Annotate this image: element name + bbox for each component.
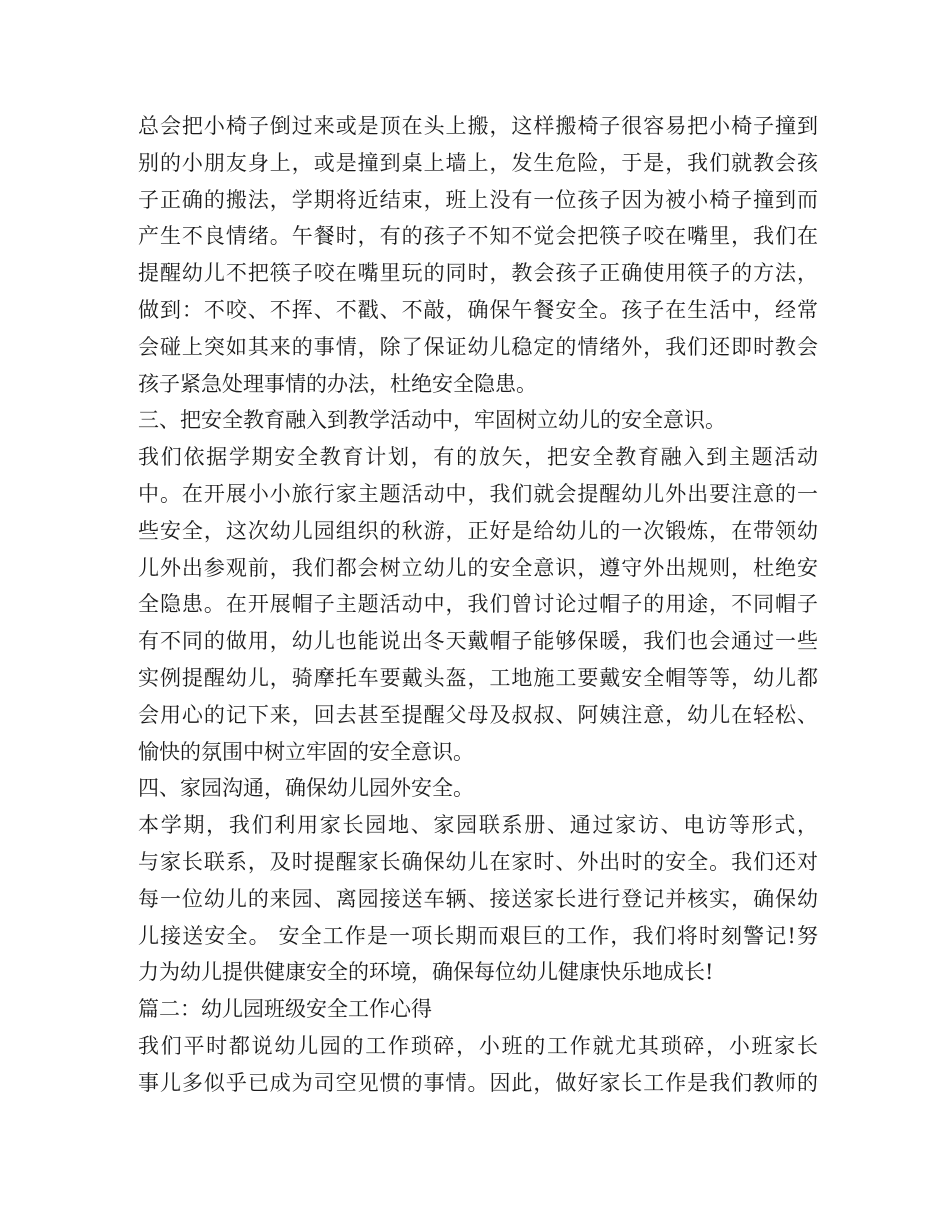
text-line: 孩子紧急处理事情的办法，杜绝安全隐患。 [138,371,537,396]
document-body [138,108,818,1102]
text-line: 中。在开展小小旅行家主题活动中，我们就会提醒幼儿外出要注意的一 [138,481,818,506]
text-line: 与家长联系，及时提醒家长确保幼儿在家时、外出时的安全。我们还对 [138,849,818,874]
text-line: 儿外出参观前，我们都会树立幼儿的安全意识，遵守外出规则，杜绝安 [138,555,818,580]
text-line: 会用心的记下来，回去甚至提醒父母及叔叔、阿姨注意，幼儿在轻松、 [138,702,818,727]
text-line: 有不同的做用，幼儿也能说出冬天戴帽子能够保暖，我们也会通过一些 [138,629,818,654]
text-line: 三、把安全教育融入到教学活动中，牢固树立幼儿的安全意识。 [138,408,726,433]
text-line: 会碰上突如其来的事情，除了保证幼儿稳定的情绪外，我们还即时教会 [138,334,818,359]
text-line: 力为幼儿提供健康安全的环境，确保每位幼儿健康快乐地成长! [138,960,714,985]
text-line: 子正确的搬法，学期将近结束，班上没有一位孩子因为被小椅子撞到而 [138,187,818,212]
text-line: 做到：不咬、不挥、不戳、不敲，确保午餐安全。孩子在生活中，经常 [138,297,818,322]
text-line: 篇二：幼儿园班级安全工作心得 [138,997,432,1022]
text-line: 事儿多似乎已成为司空见惯的事情。因此，做好家长工作是我们教师的 [138,1070,818,1095]
text-line: 实例提醒幼儿，骑摩托车要戴头盔，工地施工要戴安全帽等等，幼儿都 [138,665,818,690]
text-line: 我们平时都说幼儿园的工作琐碎，小班的工作就尤其琐碎，小班家长 [138,1033,818,1058]
text-line: 别的小朋友身上，或是撞到桌上墙上，发生危险，于是，我们就教会孩 [138,150,818,175]
text-line: 愉快的氛围中树立牢固的安全意识。 [138,739,474,764]
text-line: 我们依据学期安全教育计划，有的放矢，把安全教育融入到主题活动 [138,445,818,470]
text-line: 儿接送安全。 安全工作是一项长期而艰巨的工作，我们将时刻警记!努 [138,923,818,948]
text-line: 总会把小椅子倒过来或是顶在头上搬，这样搬椅子很容易把小椅子撞到 [138,114,818,138]
text-line: 每一位幼儿的来园、离园接送车辆、接送家长进行登记并核实，确保幼 [138,886,818,911]
text-line: 四、家园沟通，确保幼儿园外安全。 [138,776,474,801]
text-line: 些安全，这次幼儿园组织的秋游，正好是给幼儿的一次锻炼，在带领幼 [138,518,818,543]
text-line: 提醒幼儿不把筷子咬在嘴里玩的同时，教会孩子正确使用筷子的方法， [138,261,818,286]
text-line: 产生不良情绪。午餐时，有的孩子不知不觉会把筷子咬在嘴里，我们在 [138,224,818,249]
text-line: 本学期，我们利用家长园地、家园联系册、通过家访、电访等形式， [138,813,818,838]
text-line: 全隐患。在开展帽子主题活动中，我们曾讨论过帽子的用途，不同帽子 [138,592,818,617]
